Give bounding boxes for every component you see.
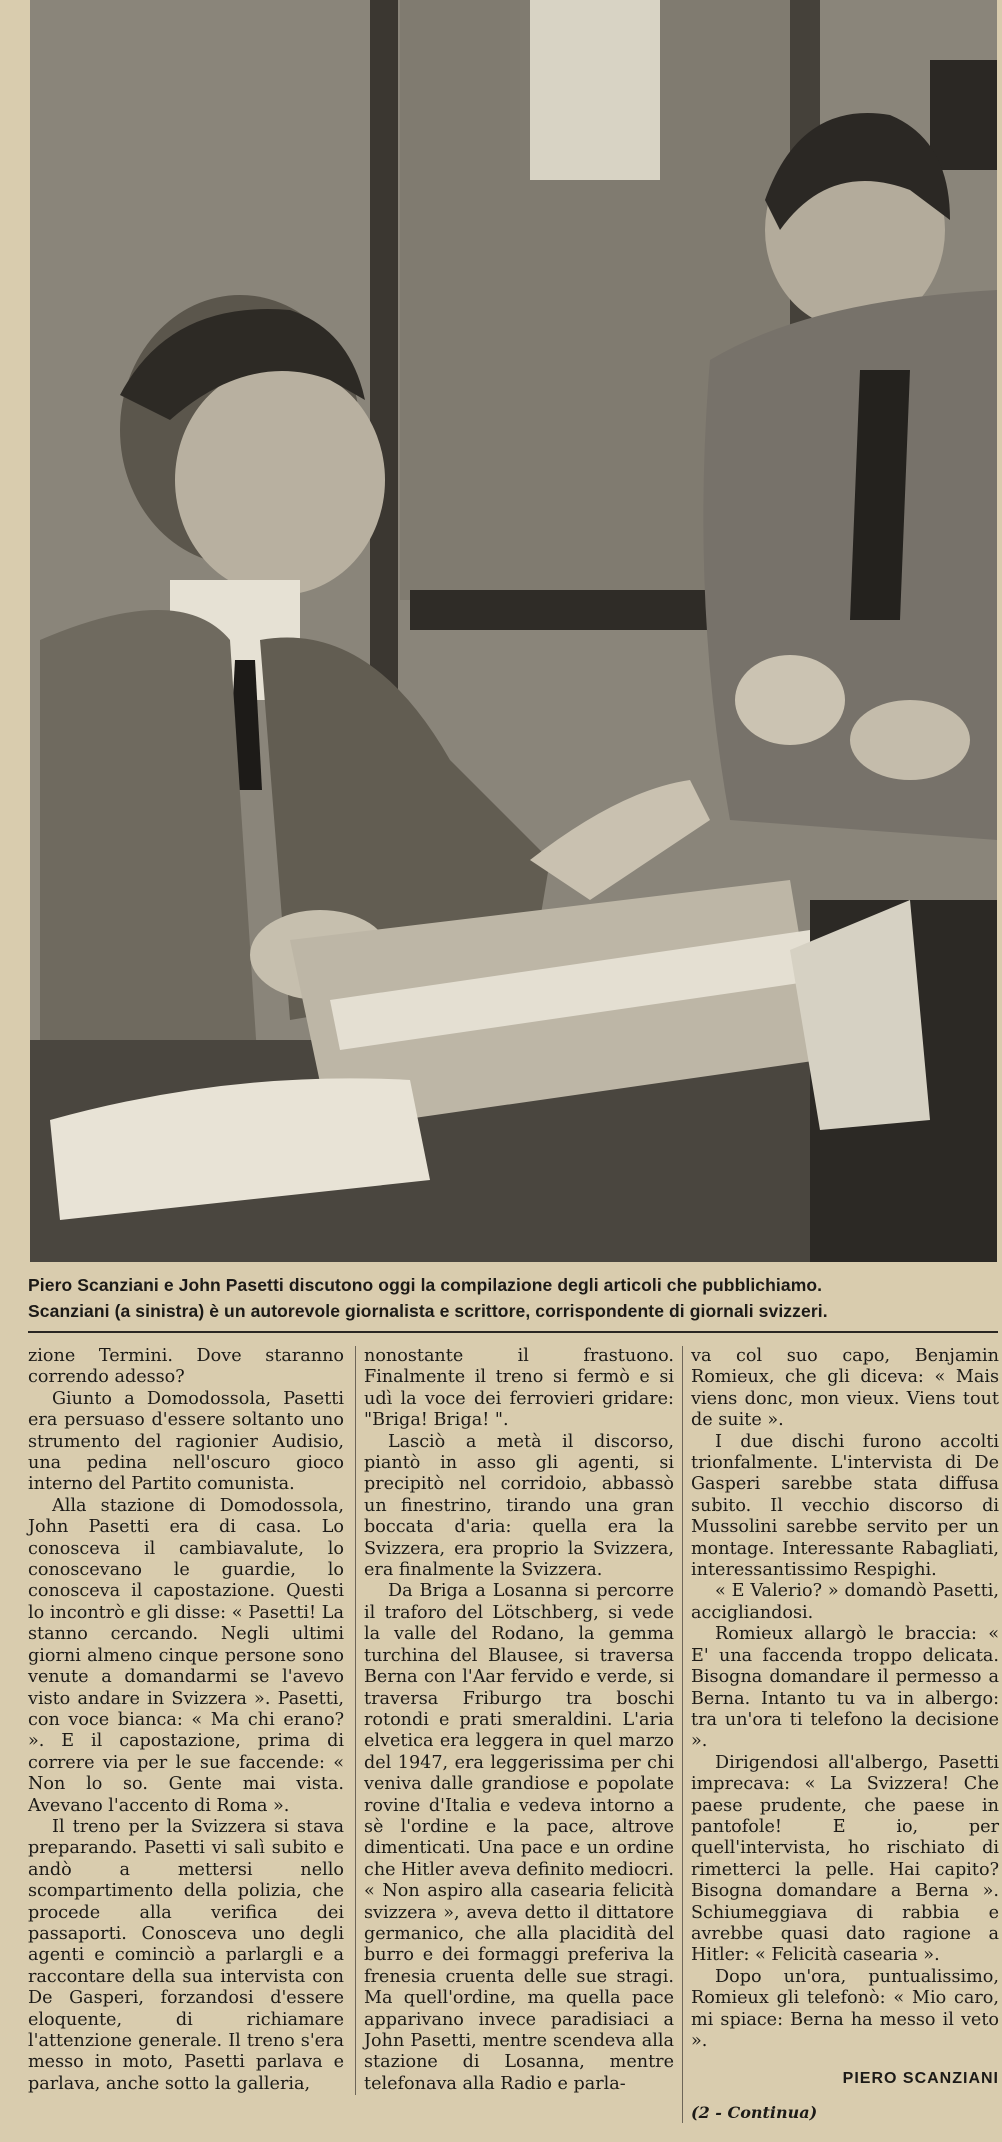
photo-caption	[28, 1272, 998, 1324]
paragraph: zione Termini. Dove staranno correndo adesso?	[28, 1346, 344, 1388]
article-columns	[28, 1346, 1002, 2136]
caption-line-2: Scanziani (a sinistra) è un autorevole giornalista e scrittore, corrispondente di giornali svizzeri.	[28, 1301, 828, 1321]
caption-divider	[28, 1331, 998, 1333]
continued-note: (2 - Continua)	[691, 2102, 818, 2122]
paragraph: Il treno per la Svizzera si stava preparando. Pasetti vi salì subito e andò a mettersi nello scompartimento della polizia, che procede alla verifica dei passaporti. Conosceva uno degli agenti e cominciò a parlargli e a raccontare della sua intervista con De Gasperi, forzandosi d'essere eloquente, di richiamare l'attenzione generale. Il treno s'era messo in moto, Pasetti parlava e parlava, anche sotto la galleria,	[28, 1816, 344, 2094]
author-signature: PIERO SCANZIANI	[842, 2070, 999, 2088]
paragraph: nonostante il frastuono. Finalmente il treno si fermò e si udì la voce dei ferrovieri gridare: "Briga! Briga! ".	[364, 1346, 674, 1431]
column-1	[28, 1346, 344, 2095]
paragraph: I due dischi furono accolti trionfalmente. L'intervista di De Gasperi sarebbe stata diffusa subito. Il vecchio discorso di Mussolini sarebbe servito per un montage. Interessante Rabagliati, interessantissimo Respighi.	[691, 1431, 999, 1581]
paragraph: Lasciò a metà il discorso, piantò in asso gli agenti, si precipitò nel corridoio, abbassò un finestrino, tirando una gran boccata d'aria: quella era la Svizzera, era proprio la Svizzera, era finalmente la Svizzera.	[364, 1431, 674, 1581]
paragraph: va col suo capo, Benjamin Romieux, che gli diceva: « Mais viens donc, mon vieux. Viens tout de suite ».	[691, 1346, 999, 1431]
paragraph: Dirigendosi all'albergo, Pasetti imprecava: « La Svizzera! Che paese prudente, che paese in pantofole! E io, per quell'intervista, ho rischiato di rimetterci la pelle. Hai capito? Bisogna domandare a Berna ». Schiumeggiava di rabbia e avrebbe quasi dato ragione a Hitler: « Felicità casearia ».	[691, 1752, 999, 1966]
paragraph: Da Briga a Losanna si percorre il traforo del Lötschberg, si vede la valle del Rodano, la gemma turchina del Blausee, si traversa Berna con l'Aar fervido e verde, si traversa Friburgo tra boschi rotondi e prati smeraldini. L'aria elvetica era leggera in quel marzo del 1947, era leggerissima per chi veniva dalle grandiose e popolate rovine d'Italia e vedeva intorno a sè l'ordine e la pace, altrove dimenticati. Una pace e un ordine che Hitler aveva definito mediocri. « Non aspiro alla casearia felicità svizzera », aveva detto il dittatore germanico, che alla placidità del burro e dei formaggi preferiva la frenesia cruenta delle sue stragi. Ma quell'ordine, ma quella pace apparivano invece paradisiaci a John Pasetti, mentre scendeva alla stazione di Losanna, mentre telefonava alla Radio e parla-	[364, 1581, 674, 2094]
caption-line-1: Piero Scanziani e John Pasetti discutono oggi la compilazione degli articoli che pubblichiamo.	[28, 1275, 823, 1295]
paragraph: Romieux allargò le braccia: « E' una faccenda troppo delicata. Bisogna domandare il permesso a Berna. Intanto tu va in albergo: tra un'ora ti telefono la decisione ».	[691, 1624, 999, 1752]
photo-illustration	[30, 0, 997, 1262]
column-2	[355, 1346, 674, 2095]
paragraph: Alla stazione di Domodossola, John Pasetti era di casa. Lo conosceva il cambiavalute, lo conoscevano le guardie, lo conosceva il capostazione. Questi lo incontrò e gli disse: « Pasetti! La stanno cercando. Negli ultimi giorni almeno cinque persone sono venute a domandarmi se l'avevo visto andare in Svizzera ». Pasetti, con voce bianca: « Ma chi erano? ». E il capostazione, prima di correre via per le sue faccende: « Non lo so. Gente mai vista. Avevano l'accento di Roma ».	[28, 1495, 344, 1816]
paragraph: Dopo un'ora, puntualissimo, Romieux gli telefonò: « Mio caro, mi spiace: Berna ha messo il veto ».	[691, 1966, 999, 2051]
paragraph: Giunto a Domodossola, Pasetti era persuaso d'essere soltanto uno strumento del ragionier Audisio, una pedina nell'oscuro gioco interno del Partito comunista.	[28, 1388, 344, 1495]
column-3	[682, 1346, 999, 2123]
paragraph: « E Valerio? » domandò Pasetti, accigliandosi.	[691, 1581, 999, 1623]
article-photo	[30, 0, 997, 1262]
